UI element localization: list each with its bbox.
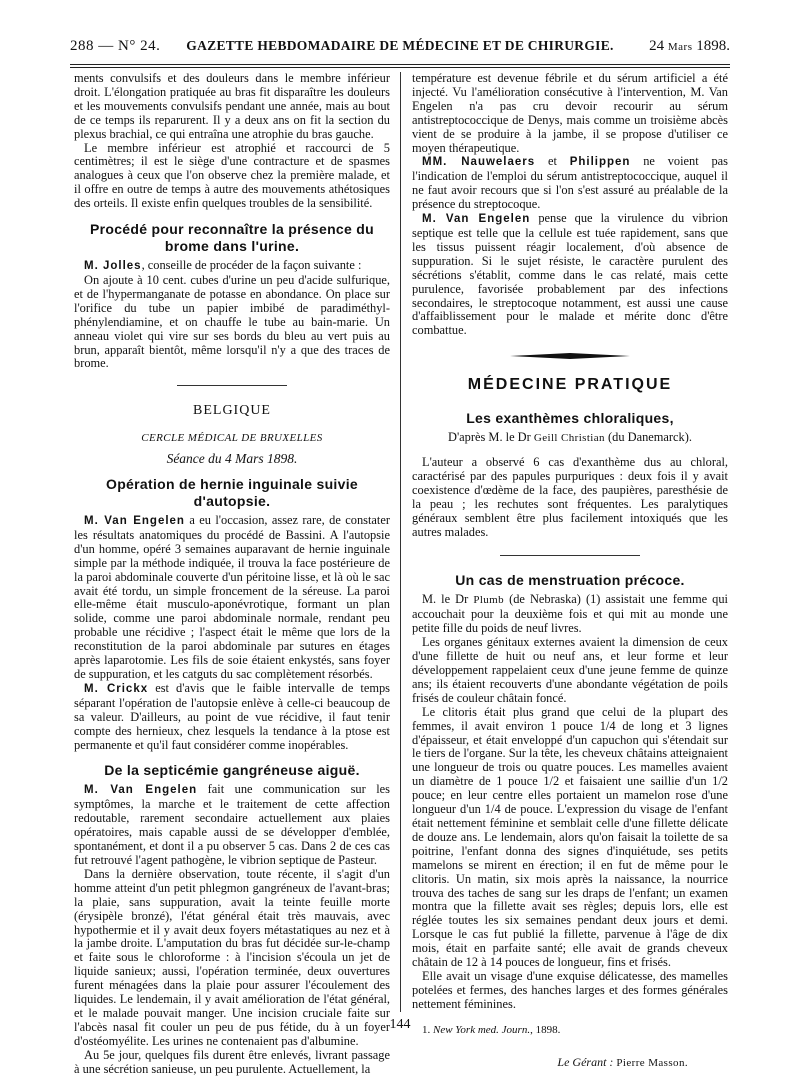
author-name: Plumb	[473, 594, 505, 607]
ornament-rule-icon	[510, 352, 630, 360]
paragraph-nauwelaers	[412, 155, 728, 212]
paragraph: Dans la dernière observation, toute récente, il s'agit d'un homme atteint d'un petit phlegmon gangréneux de l'avant-bras; la plaie, sans suppuration, avait la teinte feuille morte (érysipèle bronzé), l'état général était très mauvais, avec hypothermie et il y avait deux foyers métastatiques au nez et à la jambe droite. L'amputation du bras fut décidée sur-le-champ et faite sous le chloroforme : à l'incision s'écoula un jet de liquide sanieux; aussi, l'opération terminée, deux ouvertures furent ménagées dans la plaie pour assurer l'écoulement des liquides. Le lendemain, il y avait amélioration de l'état général, et le malade pouvait manger. Une incision cruciale faite sur l'abcès nasal fit couler un peu de pus fétide, du à un foyer d'ostéomyélite. Les urines ne contenaient pas d'albumine.	[74, 866, 390, 1048]
date-month: Mars	[667, 41, 693, 53]
footnote-number: 1.	[422, 1023, 433, 1036]
paragraph: On ajoute à 10 cent. cubes d'urine un peu d'acide sulfurique, et de l'hypermanganate de potasse en abondance. On place sur l'orifice du tube un papier imbibé de paradiméthyl-phénylendiamine, et on chauffe le tube au bain-marie. Un anneau violet qui vire sur ses bords du bleu au vert puis au brun, apparaît bientôt, même lorsqu'il n'y a que des traces de brome.	[74, 272, 390, 371]
heading-exanthemes: Les exanthèmes chloraliques,	[466, 410, 674, 427]
author-name: MM. Nauwelaers	[422, 156, 536, 169]
author-name: M. Crickx	[84, 682, 149, 695]
signature-label: Le Gérant :	[557, 1054, 617, 1069]
paragraph-crickx	[74, 682, 390, 753]
paragraph-text: M. le Dr	[422, 592, 474, 607]
paragraph-text: pense que la virulence du vibrion septique est telle que la cellule est tuée rapidement, sans que les tissus puissent réagir localement, d'où absence de suppuration. Si le sujet résiste, le caractère purulent des sécrétions s'établit, comme dans le cas relaté, mais cette purulence, favorisée probablement par des infections secondaires, le streptocoque notamment, est aussi une cause d'affaiblissement pour le malade et mérite donc d'être combattue.	[412, 211, 728, 338]
society-name: CERCLE MÉDICAL DE BRUXELLES	[141, 432, 323, 445]
author-name: M. Van Engelen	[84, 515, 185, 528]
paragraph-text: a eu l'occasion, assez rare, de constater les résultats anatomiques du procédé de Bassini. A l'autopsie d'un homme, opéré 3 semaines auparavant de hernie inguinale simple par la méthode indiquée, il trouva la face postérieure de la paroi abdominale couverte d'un péritoine lisse, et là où le sac avait été tordu, un simple froncement de la séreuse. La paroi elle-même était musculo-aponévrotique, formant un plan solide, comme une paroi abdominale normale, rendant peu probable une récidive ; l'aspect était le même que lors de la reconstitution de la paroi abdominale par sutures en étages après laparotomie. Les fils de soie étaient enkystés, sans foyer de suppuration, et les catguts du sac complètement résorbés.	[74, 513, 390, 681]
running-header	[70, 38, 730, 58]
paragraph-text: et	[535, 154, 570, 169]
heading-septicemie: De la septicémie gangréneuse aiguë.	[104, 762, 360, 779]
date-day: 24	[649, 38, 665, 54]
paragraph: Elle avait un visage d'une exquise délicatesse, des mamelles potelées et fermes, des hanches larges et des formes générales nettement féminines.	[412, 968, 728, 1011]
heading-hernie: Opération de hernie inguinale suivie d'autopsie.	[106, 476, 358, 510]
author-name: M. Van Engelen	[422, 213, 531, 226]
signature	[412, 1056, 728, 1071]
source-author: Geill Christian	[533, 432, 605, 445]
paragraph-plumb	[412, 593, 728, 636]
paragraph: ments convulsifs et des douleurs dans le membre inférieur droit. L'élongation pratiquée au bras fit disparaître les douleurs et les mouvements convulsifs pendant une année, mais au bout de ce temps ils reparurent. Il y a deux ans on fit la section du plexus brachial, ce qui entraîna une atrophie du bras gauche.	[74, 71, 390, 141]
footnote-year: , 1898.	[530, 1023, 561, 1036]
source-suffix: (du Danemarck).	[604, 430, 692, 445]
paragraph: L'auteur a observé 6 cas d'exanthème dus au chloral, caractérisé par des papules purpuriques : deux fois il y avait coexistence d'œdème de la face, des paupières, paresthésie de la peau ; les rechutes sont fréquentes. Les paralytiques généraux semblent être plus facilement intoxiqués que les autres malades.	[412, 455, 728, 539]
right-column	[412, 72, 728, 1070]
paragraph: Les organes génitaux externes avaient la dimension de ceux d'une fillette de huit ou neuf ans, et leur forme et leur développement rappelaient ceux d'une jeune femme de quinze ans; ils étaient recouverts d'une abondante végétation de poils frisés de couleur châtain foncé.	[412, 635, 728, 705]
left-column	[74, 72, 390, 1076]
header-rule-bottom	[70, 67, 730, 68]
session-date: Séance du 4 Mars 1898.	[166, 451, 298, 467]
section-rule	[177, 385, 287, 386]
page-number: 288 — N° 24.	[70, 38, 161, 54]
section-rule	[500, 555, 640, 556]
author-name: M. Van Engelen	[84, 784, 198, 797]
folio-number: 144	[389, 1017, 411, 1032]
paragraph-text: (de Nebraska) (1) assistait une femme qui accouchait pour la deuxième fois et qui mit au monde une petite fille du poids de neuf livres.	[412, 592, 728, 636]
article-source	[412, 431, 728, 446]
issue-date	[649, 38, 730, 55]
paragraph-jolles	[74, 259, 390, 274]
paragraph-text: est d'avis que le faible intervalle de temps séparant l'opération de l'autopsie enlève à celle-ci beaucoup de sa valeur. D'ailleurs, au point de vue récidive, il faut tenir compte des hernieux, chez lesquels la tendance à la ptose est permanente et qu'il faut considérer comme inopérables.	[74, 680, 390, 752]
footnote-journal: New York med. Journ.	[433, 1023, 531, 1036]
paragraph: Au 5e jour, quelques fils durent être enlevés, livrant passage à une sécrétion sanieuse, un peu purulente. Actuellement, la	[74, 1047, 390, 1076]
header-rule-top	[70, 64, 730, 65]
section-heading: MÉDECINE PRATIQUE	[467, 376, 673, 394]
paragraph: Le membre inférieur est atrophié et raccourci de 5 centimètres; il est le siège d'une contracture et de spasmes analogues à ceux que l'on observe chez la première malade, et il offre en outre de temps à autre des mouvements athétosiques des orteils. Il existe enfin quelques troubles de la sensibilité.	[74, 140, 390, 211]
journal-title: GAZETTE HEBDOMADAIRE DE MÉDECINE ET DE CHIRURGIE.	[186, 38, 614, 53]
paragraph-text: , conseille de procéder de la façon suivante :	[141, 258, 362, 273]
paragraph-van-engelen-1	[74, 514, 390, 682]
author-name: M. Jolles	[84, 260, 142, 273]
author-name: Philippen	[569, 156, 631, 169]
heading-menstruation: Un cas de menstruation précoce.	[455, 572, 685, 589]
date-year: 1898.	[696, 38, 730, 54]
paragraph-text: ne voient pas l'indication de l'emploi du sérum antistreptococcique, auquel il ne faut avoir recours que si l'on s'est assuré au préalable de la présence du streptocoque.	[412, 154, 728, 212]
heading-belgique: BELGIQUE	[193, 403, 271, 419]
paragraph-text: fait une communication sur les symptômes, la marche et le traitement de cette affection redoutable, rarement secondaire actuellement aux plaies opératoires, mais capable aussi de se développer d'emblée, spontanément, et dont il a pu observer 5 cas. Dans 2 de ces cas fut retrouvé l'agent pathogène, le vibrion septique de Pasteur.	[74, 782, 390, 867]
source-prefix: D'après M. le Dr	[448, 430, 534, 445]
paragraph: température est devenue fébrile et du sérum artificiel a été injecté. Vu l'amélioration consécutive à l'intervention, M. Van Engelen n'a pas cru devoir recourir au sérum antistreptococcique de Denys, mais comme un troisième abcès vient de se produire à la jambe, il se propose d'utiliser ce moyen thérapeutique.	[412, 71, 728, 155]
paragraph-van-engelen-2	[74, 783, 390, 867]
signature-name: Pierre Masson.	[616, 1056, 688, 1069]
paragraph: Le clitoris était plus grand que celui de la plupart des femmes, il avait environ 1 pouce 1/4 de long et 3 lignes d'épaisseur, et était enveloppé d'un capuchon qui s'étendait sur le tiers de l'organe. Sur la tête, les cheveux châtains atteignaient une longueur de trois ou quatre pouces. Les mamelles avaient un diamètre de 1 pouce 1/2 et faisaient une saillie d'un 1/2 pouce; en leur centre elles portaient un mamelon rose d'une longueur d'un 1/4 de pouce. L'expression du visage de l'enfant était nettement féminine et semblait celle d'une fillette délicate de douze ans. Le lendemain, alors qu'on faisait la toilette de sa poitrine, l'enfant donna des signes d'inquiétude, ses petits mamelons se mirent en érection; il en fut de même pour le clitoris. Un matin, six mois après la naissance, la nourrice trouva des taches de sang sur les draps de l'enfant; un examen montra que la fillette avait ses règles; depuis lors, elle est réglée toutes les six semaines pendant deux jours et demi. Lorsque le cas fut publié la fillette, parvenue à l'âge de dix mois, était en parfaite santé; elle avait de grands cheveux châtain de 12 à 14 pouces de longueur, fins et frisés.	[412, 704, 728, 970]
paragraph-van-engelen-3	[412, 212, 728, 338]
heading-brome: Procédé pour reconnaître la présence du brome dans l'urine.	[89, 221, 374, 255]
column-divider	[400, 72, 401, 1012]
